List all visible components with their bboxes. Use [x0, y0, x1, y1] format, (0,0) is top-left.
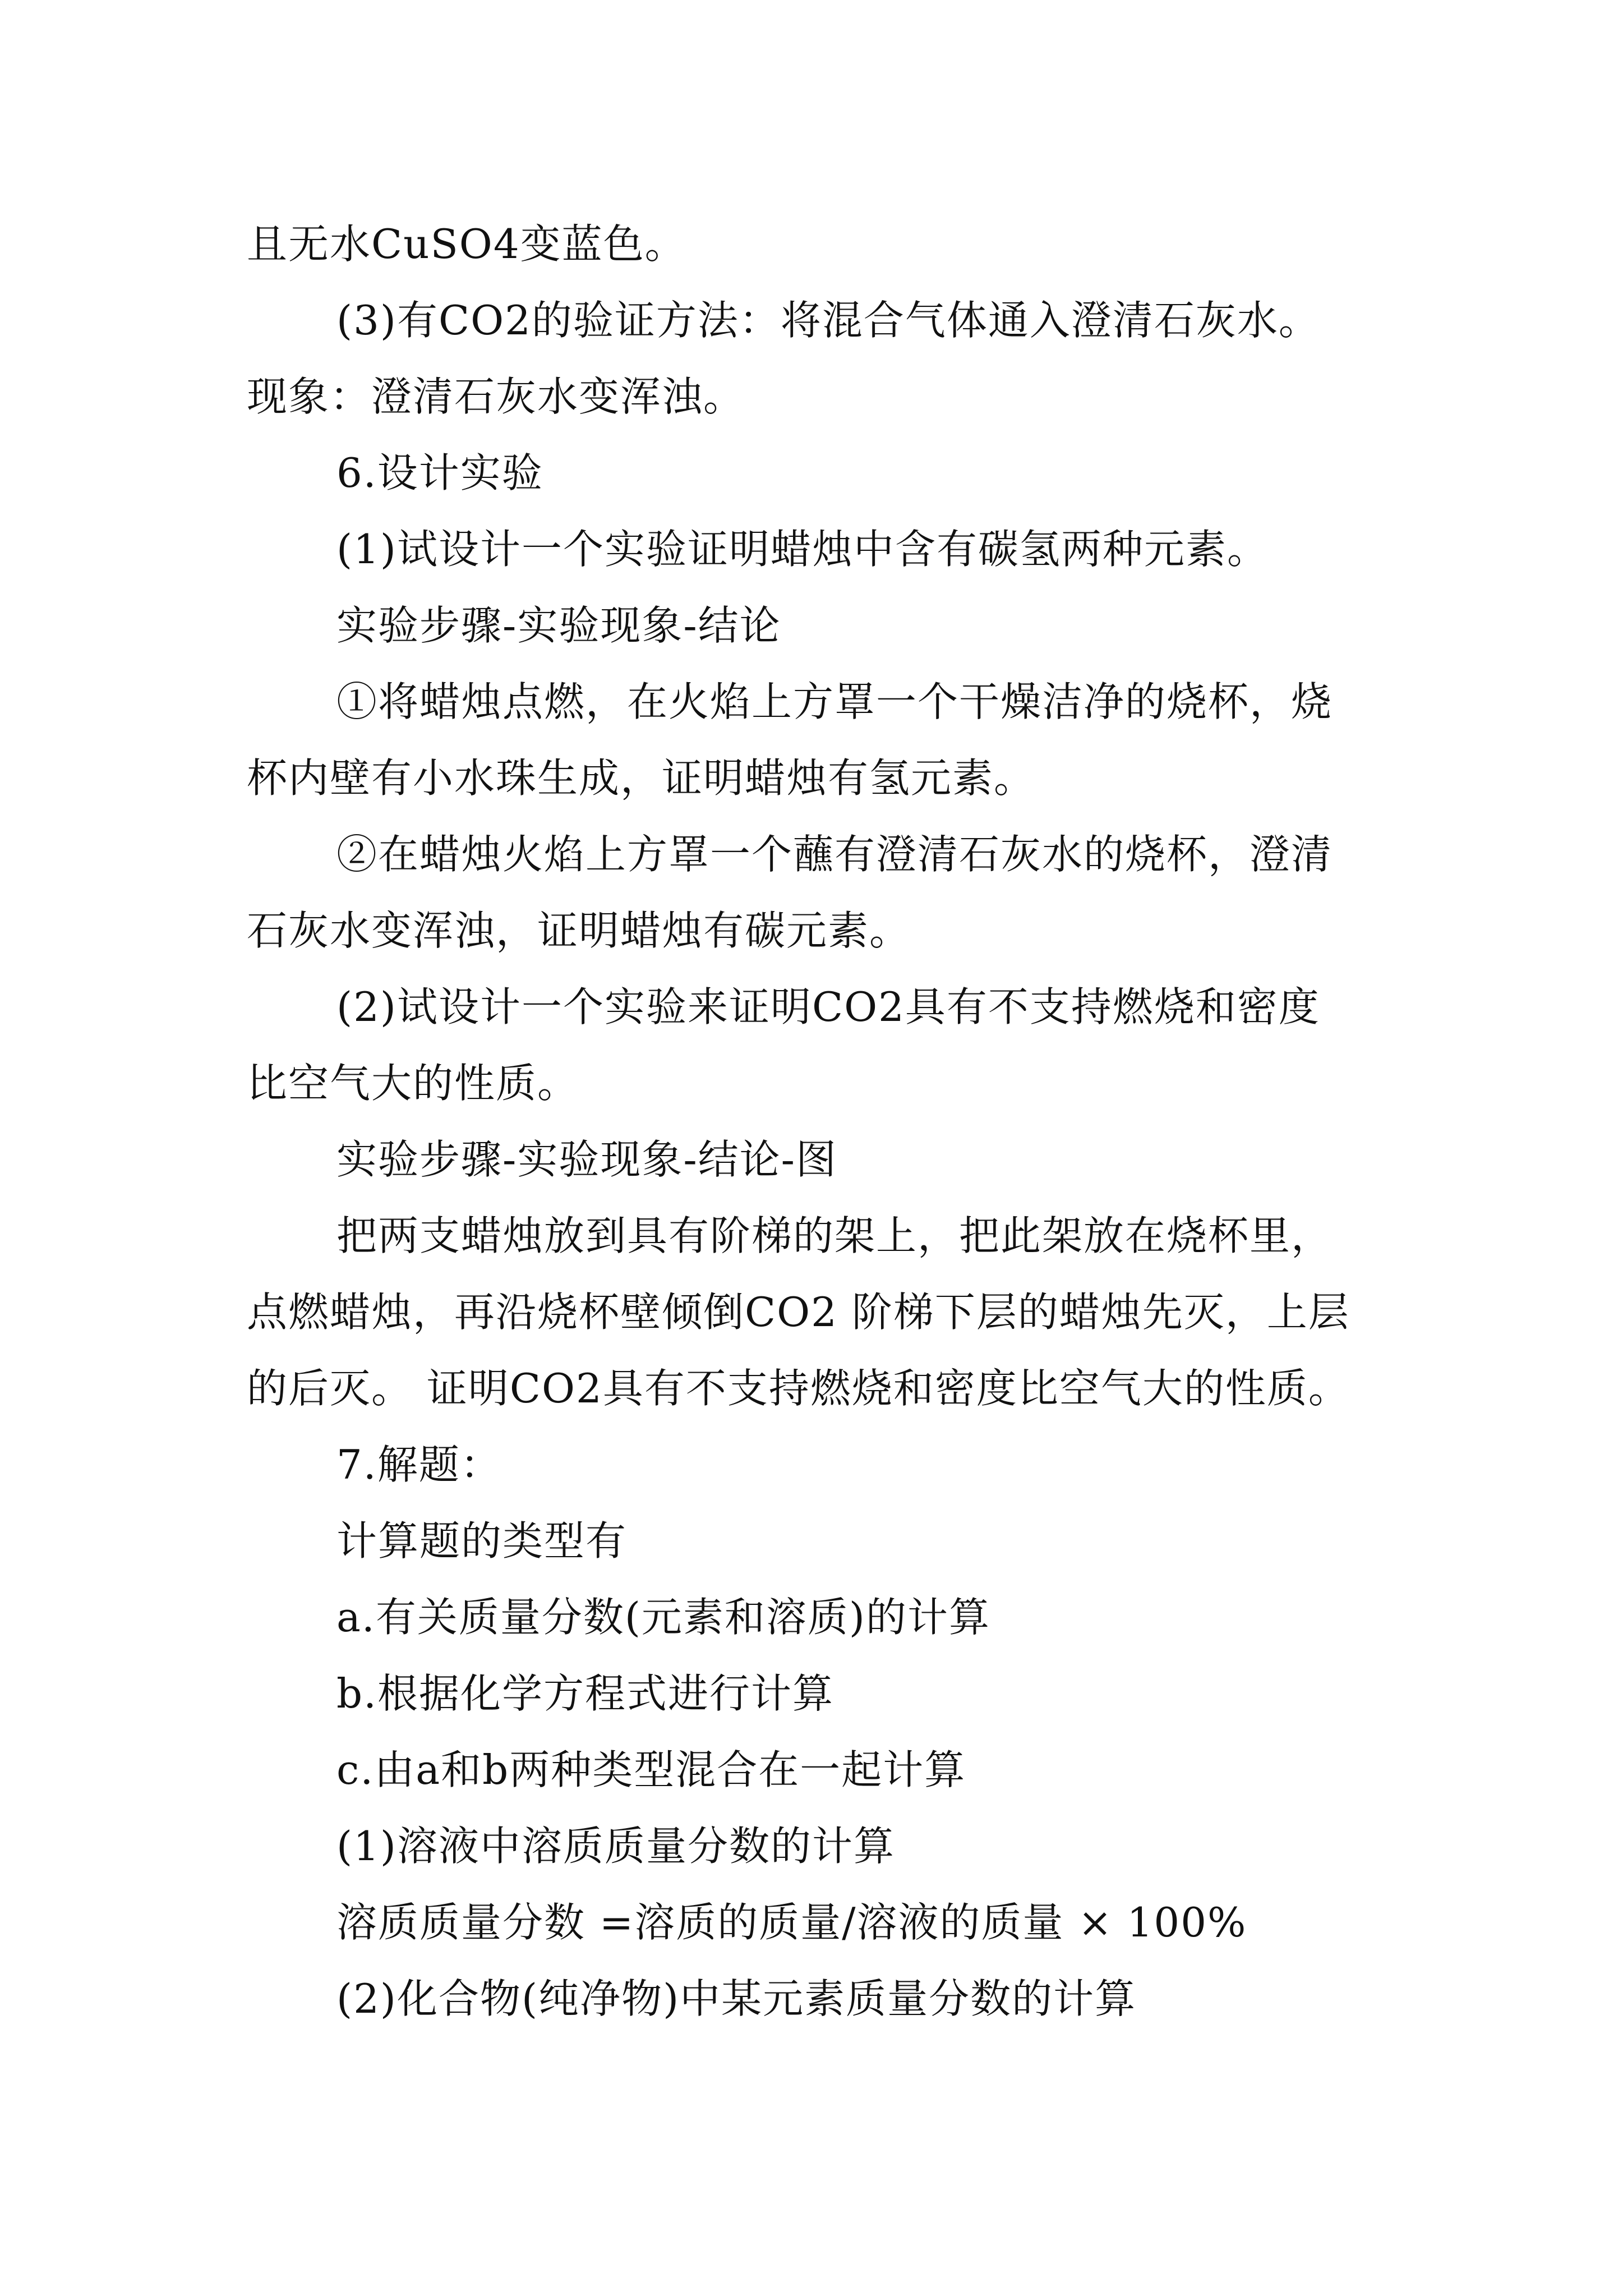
text-line-14: 把两支蜡烛放到具有阶梯的架上，把此架放在烧杯里， [336, 1212, 1333, 1259]
text-line-3: 现象：澄清石灰水变浑浊。 [247, 373, 745, 420]
section-heading-7: 7.解题： [336, 1441, 502, 1488]
section-heading-6: 6.设计实验 [336, 449, 543, 496]
text-line-7: ①将蜡烛点燃，在火焰上方罩一个干燥洁净的烧杯，烧 [336, 678, 1333, 725]
text-line-5: (1)试设计一个实验证明蜡烛中含有碳氢两种元素。 [336, 526, 1269, 573]
text-line-2: (3)有CO2的验证方法：将混合气体通入澄清石灰水。 [336, 297, 1320, 344]
text-line-20: b.根据化学方程式进行计算 [336, 1670, 834, 1717]
text-line-11: (2)试设计一个实验来证明CO2具有不支持燃烧和密度 [336, 983, 1320, 1030]
text-line-16: 的后灭。 证明CO2具有不支持燃烧和密度比空气大的性质。 [247, 1365, 1350, 1412]
text-line-8: 杯内壁有小水珠生成，证明蜡烛有氢元素。 [247, 754, 1036, 802]
text-line-1: 且无水CuSO4变蓝色。 [247, 220, 686, 268]
text-line-18: 计算题的类型有 [336, 1517, 628, 1565]
text-line-9: ②在蜡烛火焰上方罩一个蘸有澄清石灰水的烧杯，澄清 [336, 831, 1333, 878]
text-line-12: 比空气大的性质。 [247, 1060, 579, 1107]
text-line-6: 实验步骤-实验现象-结论 [336, 602, 781, 649]
text-line-19: a.有关质量分数(元素和溶质)的计算 [336, 1594, 990, 1641]
formula-line: 溶质质量分数 =溶质的质量/溶液的质量 × 100% [336, 1899, 1247, 1946]
text-line-13: 实验步骤-实验现象-结论-图 [336, 1136, 837, 1183]
text-line-22: (1)溶液中溶质质量分数的计算 [336, 1823, 895, 1870]
text-line-21: c.由a和b两种类型混合在一起计算 [336, 1746, 966, 1793]
text-line-10: 石灰水变浑浊，证明蜡烛有碳元素。 [247, 907, 911, 954]
text-line-24: (2)化合物(纯净物)中某元素质量分数的计算 [336, 1975, 1137, 2022]
text-line-15: 点燃蜡烛，再沿烧杯壁倾倒CO2 阶梯下层的蜡烛先灭，上层 [247, 1289, 1350, 1336]
